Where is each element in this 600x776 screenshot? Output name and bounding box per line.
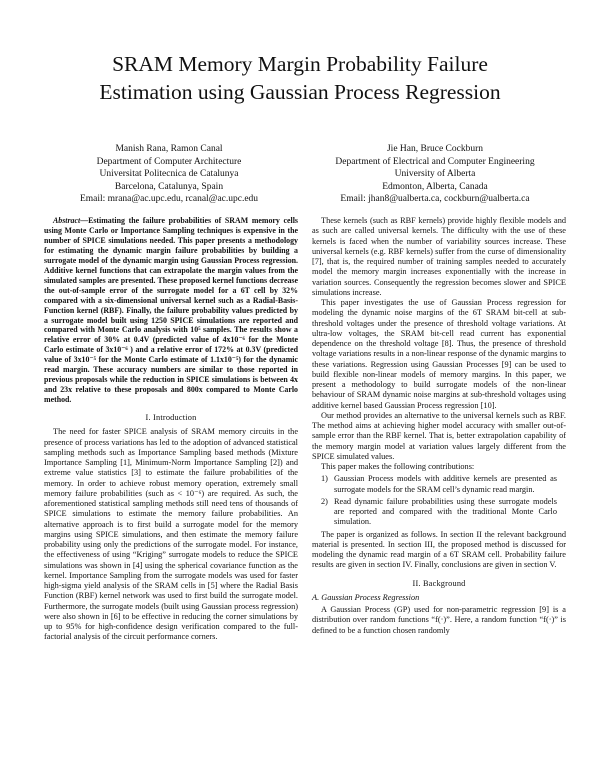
author-department: Department of Electrical and Computer Engineering [335, 157, 535, 168]
author-city: Barcelona, Catalunya, Spain [114, 181, 224, 192]
subsection-heading: A. Gaussian Process Regression [312, 592, 420, 602]
list-text: Gaussian Process models with additive kernels are presented as surrogate models for the SRAM cell’s dynamic read margin. [334, 474, 557, 494]
list-number: 1) [321, 474, 328, 484]
body-paragraph: These kernels (such as RBF kernels) provide highly flexible models and as such are called universal kernels. The difficulty with the use of these kernels is faced when the number of variability sources increase. These universal kernels (e.g. RBF kernels) suffer from the curse of dimensionality [7], that is, the required number of training samples needed to accurately model the memory margin increases exponentially with the increase in variation sources. Consequently the regression becomes slower and SPICE simulations increase. [312, 216, 566, 297]
section-heading-introduction: I. Introduction [145, 413, 197, 423]
list-text: Read dynamic failure probabilities using these surrogate models are reported and compared with the traditional Monte Carlo simulation. [334, 496, 557, 527]
title-line-2: Estimation using Gaussian Process Regression [99, 80, 501, 104]
author-city: Edmonton, Alberta, Canada [382, 181, 488, 192]
author-email: Email: jhan8@ualberta.ca, cockburn@ualberta.ca [340, 193, 530, 204]
body-paragraph: The paper is organized as follows. In section II the relevant background material is presented. In section III, the proposed method is discussed for modeling the dynamic read margin of a 6T SRAM cell. Probability failure results are given in section IV. Finally, conclusions are given in section V. [312, 529, 566, 570]
list-item [312, 474, 566, 495]
author-university: Universitat Politecnica de Catalunya [99, 169, 239, 180]
body-paragraph: A Gaussian Process (GP) used for non-parametric regression [9] is a distribution over random functions “f(·)”. Here, a random function “f(·)” is defined to be a function chosen randomly [312, 605, 566, 635]
author-block-upc [44, 143, 294, 205]
right-column [312, 216, 566, 636]
author-names: Jie Han, Bruce Cockburn [386, 144, 484, 154]
author-names: Manish Rana, Ramon Canal [115, 144, 223, 154]
list-number: 2) [321, 496, 328, 506]
abstract-text: —Estimating the failure probabilities of SRAM memory cells using Monte Carlo or Importance Sampling techniques is expensive in the number of SPICE simulations needed. This paper presents a methodology for estimating the dynamic margin failure probabilities by building a surrogate model of the dynamic margin using Gaussian Process regression. Additive kernel functions that can extrapolate the margin values from the simulated samples are presented. These proposed kernel functions decrease the out-of-sample error of the surrogate model for a 6T cell by 32% compared with a six-dimensional universal kernel such as a Radial-Basis-Function kernel (RBF). Finally, the failure probability values predicted by a surrogate model built using 1250 SPICE simulations are reported and compared with Monte Carlo analysis with 10⁵ samples. The results show a relative error of 30% at 0.4V (predicted value of 4x10⁻⁶ for the Monte Carlo estimate of 3x10⁻⁶ ) and a relative error of 172% at 0.3V (predicted value of 3x10⁻⁵ for the Monte Carlo estimate of 1.1x10⁻⁵) for the dynamic read margin. These accuracy numbers are similar to those reported in previous proposals while the reduction in SPICE simulations is between 4x and 23x relative to these proposals and 800x compared to Monte Carlo method. [44, 216, 298, 405]
author-department: Department of Computer Architecture [96, 157, 242, 168]
contribution-list [312, 474, 566, 527]
list-item [312, 497, 566, 528]
body-paragraph: This paper makes the following contributions: [321, 462, 475, 471]
abstract [44, 216, 298, 405]
author-block-ualberta [300, 143, 570, 205]
author-university: University of Alberta [394, 169, 476, 180]
paper-title [0, 50, 600, 106]
intro-paragraph: The need for faster SPICE analysis of SRAM memory circuits in the presence of process variations has led to the adoption of advanced statistical sampling methods such as Importance Sampling based methods (Mixture Importance Sampling [1], Minimum-Norm Importance Sampling [2]) and extreme value statistics [3] to estimate the failure probabilities of the memory. In order to achieve robust memory operation, extremely small memory failure probabilities (such as < 10⁻⁶) are required. As such, the aforementioned statistical sampling methods still need tens of thousands of SPICE simulations to estimate the memory failure probabilities. An alternative approach is to first build a surrogate model for the memory margins using SPICE simulations, and then estimate the memory failure probability using only the predictions of the surrogate model. For instance, the effectiveness of using “Kriging” surrogate models to reduce the SPICE simulations was shown in [4] using the spherical covariance function as the kernel. Importance Sampling from the surrogate models was used for faster high-sigma yield analysis of the SRAM cells in [5] where the Radial Basis Function (RBF) kernel network was used to first build the surrogate model. Furthermore, the surrogate models (built using Gaussian process regression) were also shown in [6] to be effective in reducing the corner simulations by up to 95% for high-confidence design verification compared to the full-factorial analysis of the circuit performance corners. [44, 427, 298, 642]
body-paragraph: This paper investigates the use of Gaussian Process regression for modeling the dynamic noise margins of the 6T SRAM bit-cell at sub-threshold voltages under the presence of threshold voltage variations. At ultra-low voltages, the SRAM bit-cell read current has exponential dependence on the threshold voltage [8]. Thus, the presence of threshold voltage variations results in a non-linear response of the dynamic margins to these variations. Regression using Gaussian Processes [9] can be used to build flexible non-linear models of memory margins. In this paper, we present a methodology to build surrogate models of the non-linear behaviour of SRAM dynamic noise margins at sub-threshold voltages using additive kernel based Gaussian Process regression [10]. [312, 298, 566, 410]
author-email: Email: mrana@ac.upc.edu, rcanal@ac.upc.edu [79, 193, 259, 204]
section-heading-background: II. Background [412, 578, 466, 588]
title-line-1: SRAM Memory Margin Probability Failure [112, 52, 488, 76]
body-paragraph: Our method provides an alternative to the universal kernels such as RBF. The method aims at achieving higher model accuracy with smaller out-of-sample error than the RBF kernel. That is, better extrapolation capability of the memory margin model at variation values largely different from the SPICE simulated values. [312, 410, 566, 461]
abstract-label: Abstract [53, 216, 81, 225]
left-column [44, 216, 298, 643]
